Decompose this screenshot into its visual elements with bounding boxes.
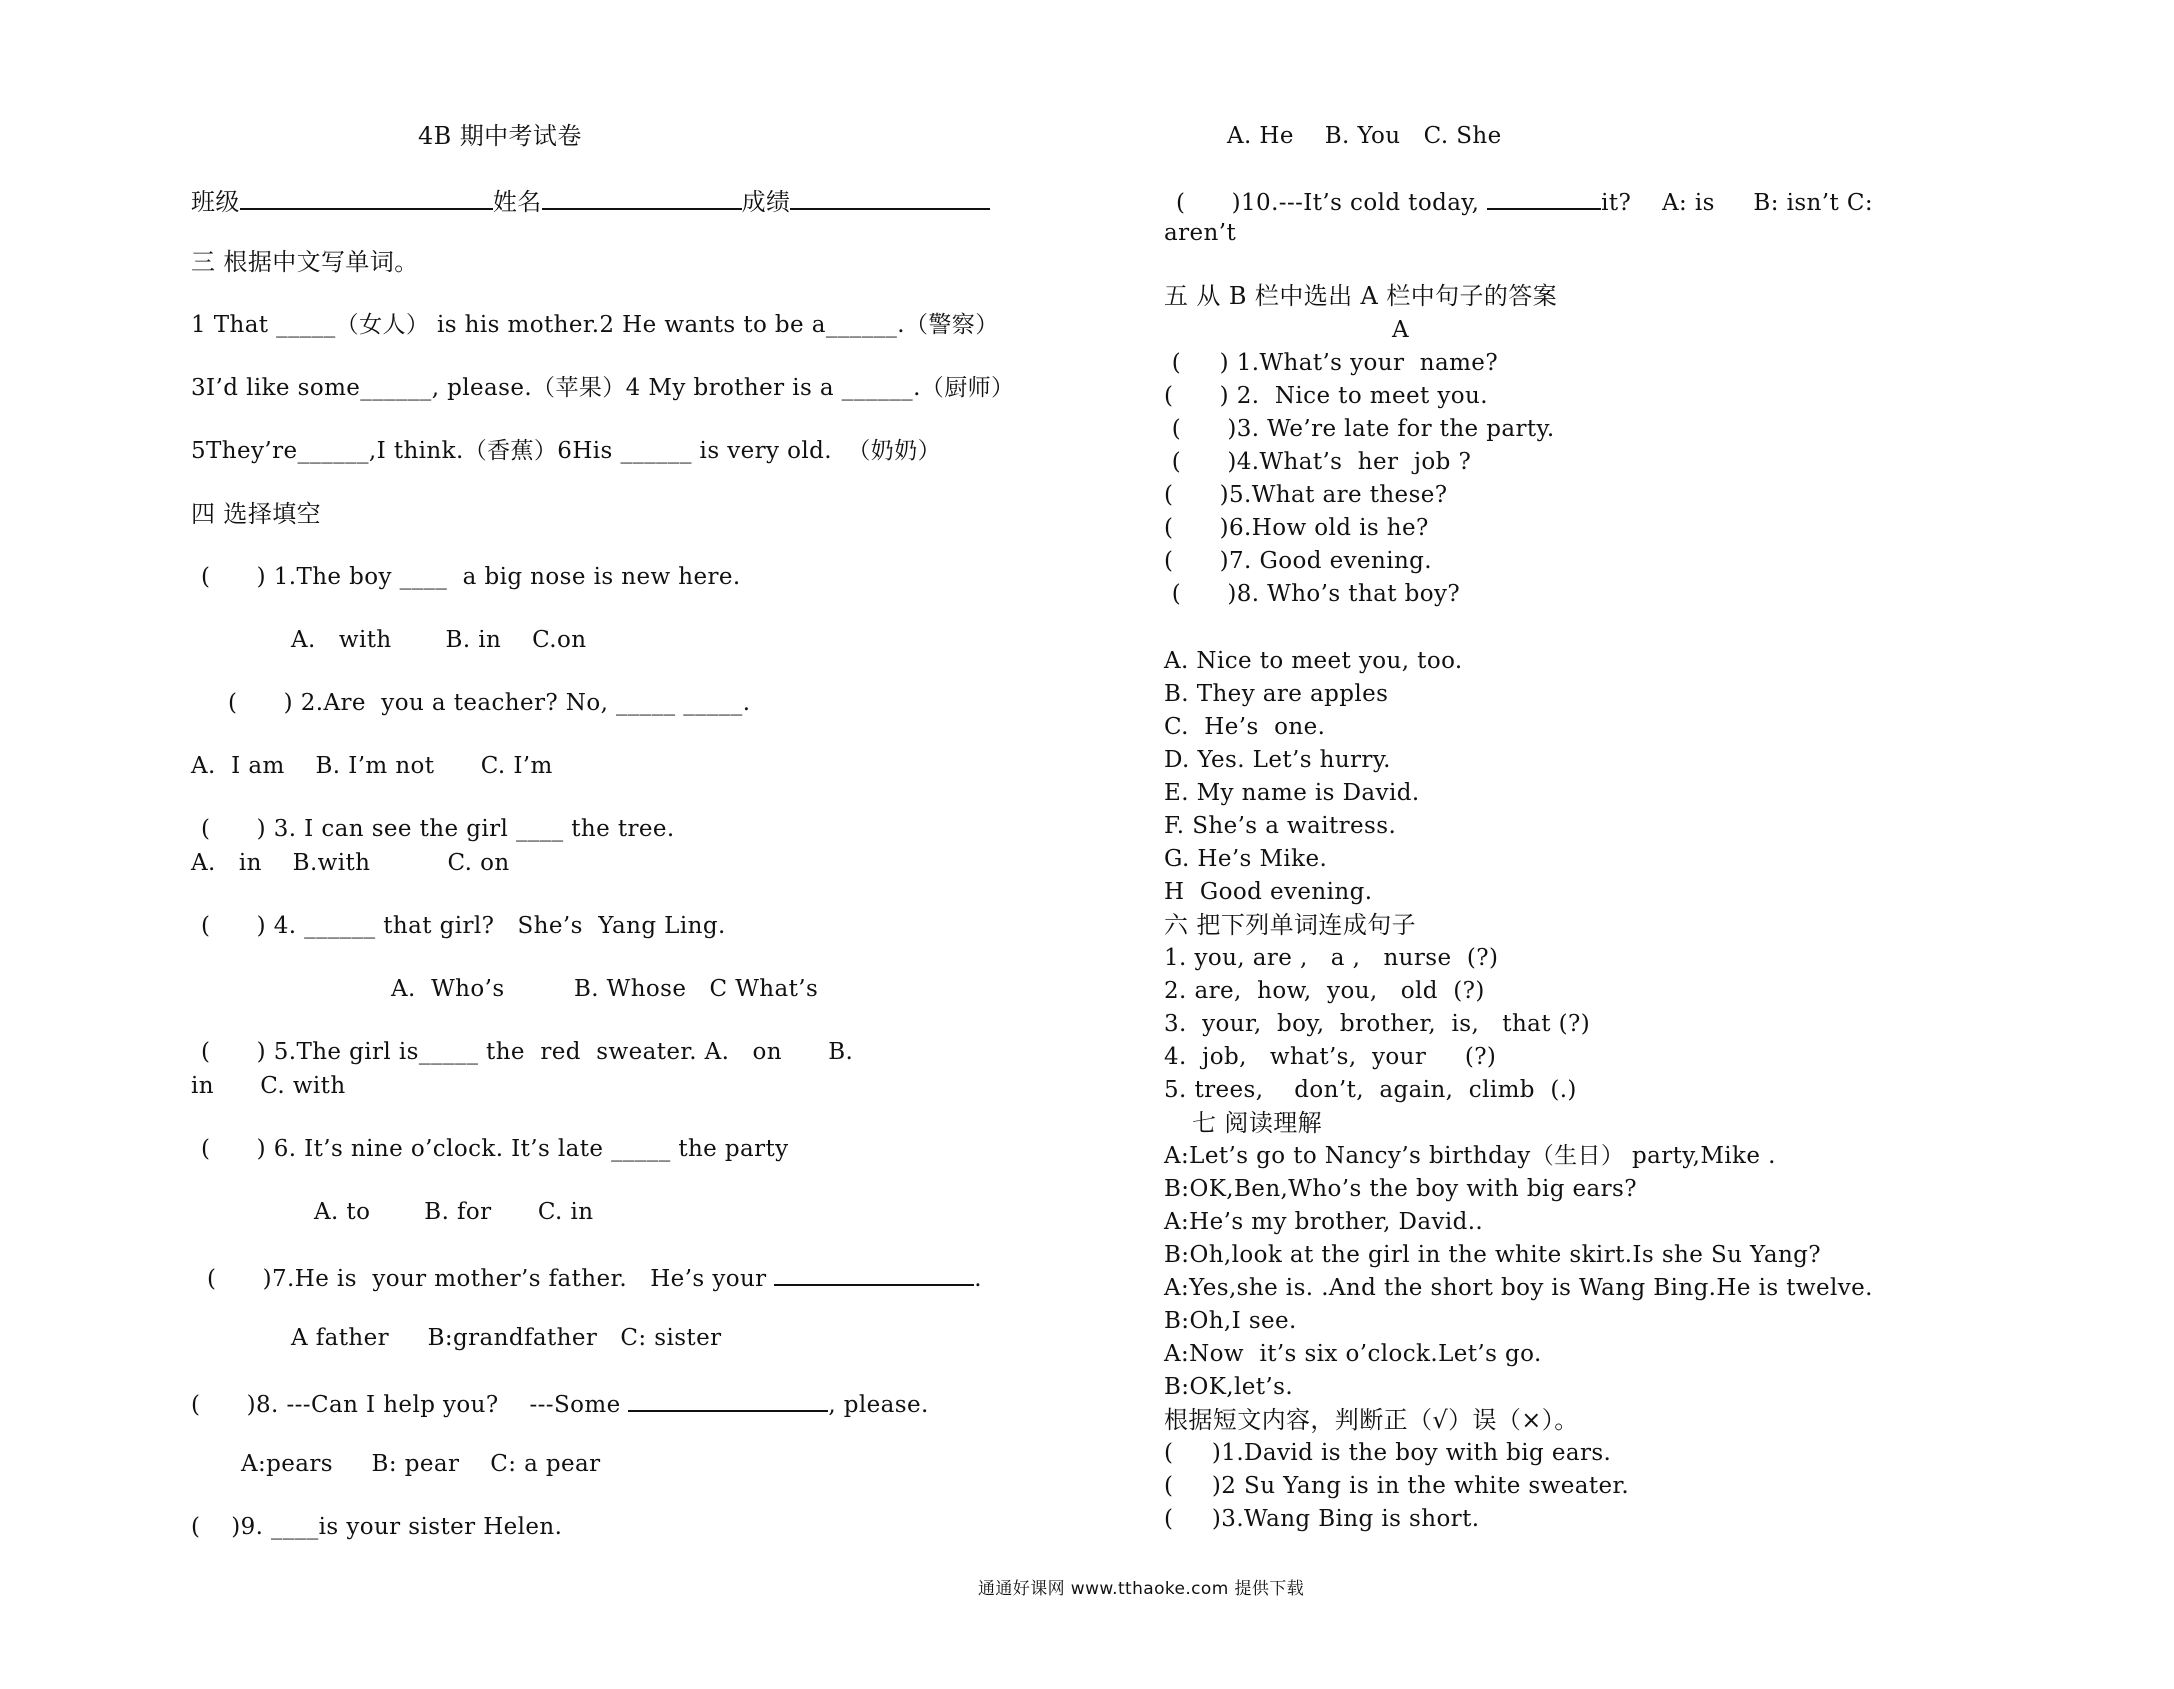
- sec3-line-2: 3I’d like some______, please.（苹果）4 My brother is a ______.（厨师）: [191, 375, 1015, 401]
- section-7-heading: 七 阅读理解: [1192, 1109, 1323, 1137]
- question-4: ( ) 4. ______ that girl? She’s Yang Ling.: [201, 913, 726, 939]
- judge-item-1: ( )1.David is the boy with big ears.: [1164, 1440, 1612, 1466]
- question-7-options: A father B:grandfather C: sister: [291, 1325, 722, 1351]
- student-info-line: [191, 184, 990, 217]
- question-8-options: A:pears B: pear C: a pear: [241, 1451, 601, 1477]
- name-field[interactable]: [542, 184, 742, 210]
- answer-h: H Good evening.: [1164, 879, 1373, 905]
- question-10: [1176, 184, 1873, 218]
- question-10-options: it? A: is B: isn’t C:: [1601, 190, 1873, 216]
- class-field[interactable]: [240, 184, 493, 210]
- question-2-options: A. I am B. I’m not C. I’m: [191, 753, 553, 779]
- section-3-heading: 三 根据中文写单词。: [191, 248, 419, 276]
- reorder-item-1: 1. you, are , a , nurse (?): [1164, 945, 1499, 971]
- dialog-line-5: A:Yes,she is. .And the short boy is Wang Bing.He is twelve.: [1164, 1275, 1873, 1301]
- question-10-blank[interactable]: [1487, 184, 1601, 210]
- match-item-5: ( )5.What are these?: [1164, 482, 1448, 508]
- answer-a: A. Nice to meet you, too.: [1164, 648, 1463, 674]
- question-1: ( ) 1.The boy ____ a big nose is new here.: [201, 564, 741, 590]
- judge-heading: 根据短文内容，判断正（√）误（×）。: [1164, 1406, 1579, 1434]
- reorder-item-2: 2. are, how, you, old (?): [1164, 978, 1485, 1004]
- section-6-heading: 六 把下列单词连成句子: [1164, 911, 1417, 939]
- class-label: 班级: [191, 188, 240, 216]
- answer-f: F. She’s a waitress.: [1164, 813, 1397, 839]
- question-8-text: ( )8. ---Can I help you? ---Some: [191, 1392, 629, 1418]
- judge-item-3: ( )3.Wang Bing is short.: [1164, 1506, 1480, 1532]
- reorder-item-3: 3. your, boy, brother, is, that (?): [1164, 1011, 1591, 1037]
- question-8-blank[interactable]: [628, 1386, 828, 1412]
- dialog-line-6: B:Oh,I see.: [1164, 1308, 1297, 1334]
- question-5-options: in C. with: [191, 1073, 346, 1099]
- sec3-line-1: 1 That _____（女人） is his mother.2 He wants to be a______.（警察）: [191, 312, 999, 338]
- question-7: [207, 1260, 982, 1294]
- dialog-line-1: A:Let’s go to Nancy’s birthday（生日） party,Mike .: [1164, 1143, 1776, 1169]
- answer-g: G. He’s Mike.: [1164, 846, 1328, 872]
- answer-c: C. He’s one.: [1164, 714, 1326, 740]
- question-6: ( ) 6. It’s nine o’clock. It’s late _____ the party: [201, 1136, 789, 1162]
- question-7-period: .: [974, 1266, 982, 1292]
- match-item-8: ( )8. Who’s that boy?: [1164, 581, 1461, 607]
- sec3-line-3: 5They’re______,I think.（香蕉）6His ______ is very old. （奶奶）: [191, 438, 941, 464]
- question-1-options: A. with B. in C.on: [291, 627, 587, 653]
- question-6-options: A. to B. for C. in: [314, 1199, 594, 1225]
- question-7-blank[interactable]: [774, 1260, 974, 1286]
- question-3-options: A. in B.with C. on: [191, 850, 510, 876]
- name-label: 姓名: [492, 188, 542, 216]
- dialog-line-2: B:OK,Ben,Who’s the boy with big ears?: [1164, 1176, 1637, 1202]
- question-8-tail: , please.: [828, 1392, 929, 1418]
- answer-e: E. My name is David.: [1164, 780, 1420, 806]
- question-10-text: ( )10.---It’s cold today,: [1176, 190, 1488, 216]
- page-title: 4B 期中考试卷: [418, 122, 582, 150]
- question-5: ( ) 5.The girl is_____ the red sweater. A. on B.: [201, 1039, 854, 1065]
- section-5-heading: 五 从 B 栏中选出 A 栏中句子的答案: [1164, 282, 1558, 310]
- section-4-heading: 四 选择填空: [191, 500, 322, 528]
- score-label: 成绩: [741, 188, 791, 216]
- match-item-1: ( ) 1.What’s your name?: [1164, 350, 1499, 376]
- question-3: ( ) 3. I can see the girl ____ the tree.: [201, 816, 675, 842]
- question-8: [191, 1386, 929, 1420]
- reorder-item-4: 4. job, what’s, your (?): [1164, 1044, 1497, 1070]
- question-9: ( )9. ____is your sister Helen.: [191, 1514, 563, 1540]
- match-item-2: ( ) 2. Nice to meet you.: [1164, 383, 1488, 409]
- score-field[interactable]: [790, 184, 990, 210]
- match-item-4: ( )4.What’s her job ?: [1164, 449, 1472, 475]
- dialog-line-7: A:Now it’s six o’clock.Let’s go.: [1164, 1341, 1542, 1367]
- column-a-label: A: [1392, 317, 1410, 343]
- reorder-item-5: 5. trees, don’t, again, climb (.): [1164, 1077, 1577, 1103]
- question-10-options-cont: aren’t: [1164, 220, 1237, 246]
- match-item-7: ( )7. Good evening.: [1164, 548, 1433, 574]
- question-9-options: A. He B. You C. She: [1227, 123, 1502, 149]
- dialog-line-4: B:Oh,look at the girl in the white skirt.Is she Su Yang?: [1164, 1242, 1822, 1268]
- answer-d: D. Yes. Let’s hurry.: [1164, 747, 1391, 773]
- match-item-6: ( )6.How old is he?: [1164, 515, 1429, 541]
- match-item-3: ( )3. We’re late for the party.: [1164, 416, 1555, 442]
- dialog-line-8: B:OK,let’s.: [1164, 1374, 1294, 1400]
- dialog-line-3: A:He’s my brother, David..: [1164, 1209, 1484, 1235]
- judge-item-2: ( )2 Su Yang is in the white sweater.: [1164, 1473, 1630, 1499]
- question-4-options: A. Who’s B. Whose C What’s: [391, 976, 819, 1002]
- page-footer: 通通好课网 www.tthaoke.com 提供下载: [978, 1579, 1305, 1599]
- question-7-text: ( )7.He is your mother’s father. He’s your: [207, 1266, 775, 1292]
- answer-b: B. They are apples: [1164, 681, 1389, 707]
- question-2: ( ) 2.Are you a teacher? No, _____ _____.: [228, 690, 751, 716]
